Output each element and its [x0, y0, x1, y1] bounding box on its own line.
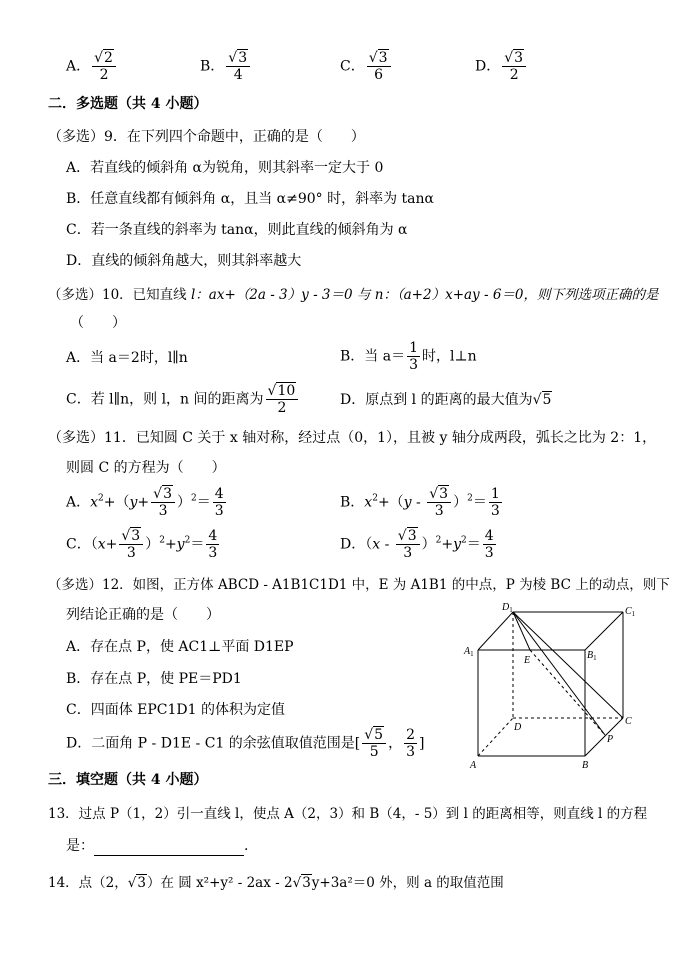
section-3-title: 三．填空题（共 4 小题）: [48, 772, 208, 788]
q11-option-c: C．（x+ $\frac{√3}{3}$ ）$^2+y^2=$ $\frac{4}{3}$: [66, 528, 218, 561]
q13-answer-blank[interactable]: [94, 841, 244, 856]
q9-option-d: D．直线的倾斜角越大，则其斜率越大: [66, 253, 302, 269]
q13-line-1: 13．过点 P（1，2）引一直线 l，使点 A（2，3）和 B（4，- 5）到 l 的距离相等，则直线 l 的方程: [48, 806, 648, 822]
edge-a-d: [478, 718, 513, 756]
q11-stem: （多选）11．已知圆 C 关于 x 轴对称，经过点（0，1），且被 y 轴分成两段，弧长之比为 2：1，: [48, 430, 657, 446]
label-p: P: [607, 734, 614, 745]
q11-option-d: D．（x - $\frac{√3}{3}$ ）$^2+y^2=$ $\frac{4}{3}$: [340, 528, 494, 561]
q10-paren: （ ）: [70, 315, 126, 331]
q10-option-d: D．原点到 l 的距离的最大值为√5: [340, 392, 552, 408]
q8-option-d: D． $\frac{√3}{2}$: [475, 50, 528, 83]
edge-b1-c1: [585, 612, 623, 650]
q11-stem-2: 则圆 C 的方程为（ ）: [66, 460, 226, 476]
q12-option-b: B．存在点 P，使 PE＝PD1: [66, 671, 242, 687]
section-2-title: 二．多选题（共 4 小题）: [48, 96, 208, 112]
edge-b-c: [585, 718, 623, 756]
label-b1: $B_1$: [587, 650, 597, 662]
label-d1: $D_1$: [502, 602, 513, 614]
q10-option-c: C．若 l∥n，则 l，n 间的距离为 $\frac{√10}{2}$: [66, 383, 300, 416]
q9-option-c: C．若一条直线的斜率为 tanα，则此直线的倾斜角为 α: [66, 222, 408, 238]
label-e: E: [524, 655, 531, 666]
q9-stem: （多选）9．在下列四个命题中，正确的是（ ）: [48, 129, 365, 145]
label-c: C: [625, 716, 632, 727]
segment-e-p: [530, 650, 605, 735]
label-b: B: [582, 760, 589, 771]
q8-option-a: A． $\frac{√2}{2}$: [66, 50, 118, 83]
q9-option-a: A．若直线的倾斜角 α为锐角，则其斜率一定大于 0: [66, 160, 384, 176]
label-a1: $A_1$: [464, 646, 474, 658]
q12-option-d: D．二面角 P - D1E - C1 的余弦值取值范围是[ $\frac{√5}{5}$ ， $\frac{2}{3}$ ]: [66, 727, 425, 760]
q10-option-a: A．当 a＝2时，l∥n: [66, 350, 188, 366]
q9-option-b: B．任意直线都有倾斜角 α，且当 α≠90° 时，斜率为 tanα: [66, 191, 434, 207]
edge-a1-d1: [478, 612, 513, 650]
label-d: D: [514, 722, 522, 733]
label-a: A: [470, 760, 477, 771]
q14-line: 14．点（2，√3）在 圆 x²+y² - 2ax - 2√3y+3a²＝0 外，则 a 的取值范围: [48, 875, 504, 891]
q12-stem: （多选）12．如图，正方体 ABCD - A1B1C1D1 中，E 为 A1B1 的中点，P 为棱 BC 上的动点，则下: [48, 577, 670, 593]
q10-option-b: B．当 a＝ $\frac{1}{3}$ 时，l⊥n: [340, 340, 477, 373]
q8-option-c: C． $\frac{√3}{6}$: [340, 50, 393, 83]
segment-d1-p: [513, 612, 605, 735]
q11-option-a: A．$x^2+(y+$ $\frac{√3}{3}$ ）$^2$＝ $\frac{4}{3}$: [66, 486, 224, 519]
q12-stem-2: 列结论正确的是（ ）: [66, 607, 220, 623]
label-c1: $C_1$: [625, 606, 636, 618]
q8-option-b: B． $\frac{√3}{4}$: [200, 50, 252, 83]
q12-option-a: A．存在点 P，使 AC1⊥平面 D1EP: [66, 639, 294, 655]
q12-option-c: C．四面体 EPC1D1 的体积为定值: [66, 702, 286, 718]
q13-line-2: 是： .: [66, 838, 249, 854]
q10-stem: （多选）10．已知直线 l：ax+（2a - 3）y - 3＝0 与 n：（a+2）x+ay - 6＝0，则下列选项正确的是: [48, 287, 659, 303]
q11-option-b: B．$x^2+(y$ - $\frac{√3}{3}$ ）$^2$＝ $\frac{1}{3}$: [340, 486, 500, 519]
cube-figure: [460, 598, 640, 773]
